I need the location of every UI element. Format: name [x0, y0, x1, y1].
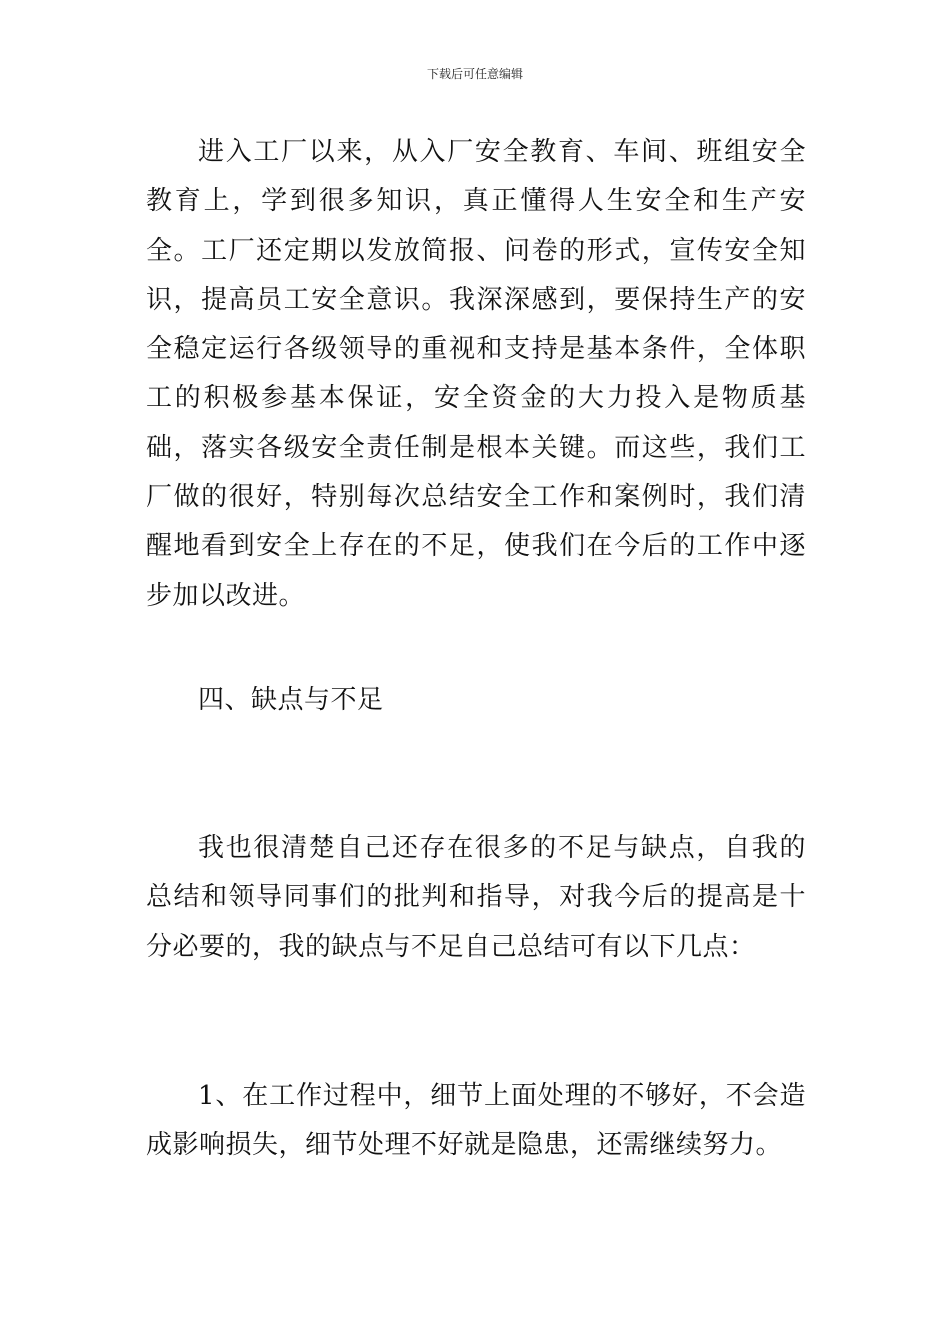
body-paragraph-shortcomings-intro: 我也很清楚自己还存在很多的不足与缺点，自我的总结和领导同事们的批判和指导，对我今后的提高是十分必要的，我的缺点与不足自己总结可有以下几点：	[146, 833, 806, 962]
body-paragraph-point-1: 1、在工作过程中，细节上面处理的不够好，不会造成影响损失，细节处理不好就是隐患，还需继续努力。	[146, 1081, 806, 1161]
page-header-note: 下载后可任意编辑	[426, 67, 523, 81]
body-paragraph-safety-education: 进入工厂以来，从入厂安全教育、车间、班组安全教育上，学到很多知识，真正懂得人生安全和生产安全。工厂还定期以发放简报、问卷的形式，宣传安全知识，提高员工安全意识。我深深感到，要保持生产的安全稳定运行各级领导的重视和支持是基本条件，全体职工的积极参基本保证，安全资金的大力投入是物质基础，落实各级安全责任制是根本关键。而这些，我们工厂做的很好，特别每次总结安全工作和案例时，我们清醒地看到安全上存在的不足，使我们在今后的工作中逐步加以改进。	[146, 137, 806, 611]
section-heading-shortcomings: 四、缺点与不足	[198, 685, 384, 715]
